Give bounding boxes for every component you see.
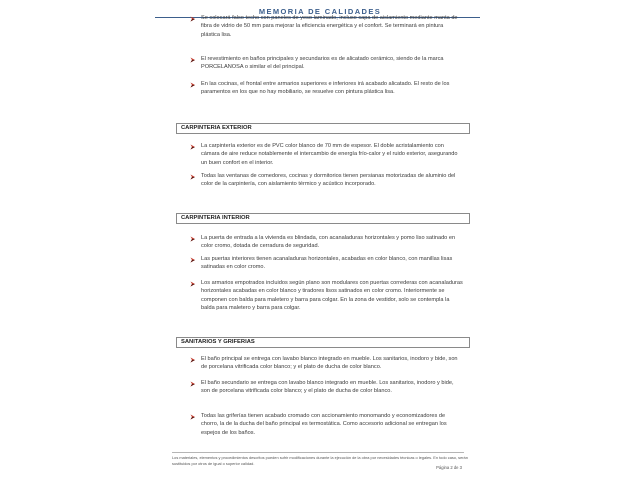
section-heading-box [176,337,470,348]
bullet-paragraph: Los armarios empotrados incluidos según plano son modulares con puertas correderas con acanaladuras horizontales acabadas en color blanco y tiradores lisos satinados en color cromo. Interiormente se componen con balda para maletero y barra para colgar. En la zona de vestidor, solo se contempla la balda para maletero y barra para colgar. [201,280,463,312]
red-arrow-bullet-icon [190,357,196,363]
bullet-paragraph: El baño secundario se entrega con lavabo blanco integrado en mueble. Los sanitarios, inodoro y bide, son de porcelana vitrificada color blanco; y el plato de ducha de color blanco. [201,380,454,395]
red-arrow-bullet-icon [190,257,196,263]
red-arrow-bullet-icon [190,381,196,387]
red-arrow-bullet-icon [190,57,196,63]
bullet-paragraph: Todas las ventanas de comedores, cocinas y dormitorios tienen persianas motorizadas de aluminio del color de la carpintería, con aislamiento térmico y acústico incorporado. [201,173,456,188]
bullet-paragraph: El revestimiento en baños principales y secundarios es de alicatado cerámico, siendo de la marca PORCELANOSA o similar el del principal. [201,56,444,71]
footer-disclaimer: Los materiales, elementos y procedimientos descritos pueden sufrir modificaciones durante la ejecución de la obra por necesidades técnicas o legales. En todo caso, serán sustituidos por otros de igual o superior calidad. [172,455,468,466]
red-arrow-bullet-icon [190,16,196,22]
section-heading: SANITARIOS Y GRIFERIAS [181,339,255,345]
footer-divider [172,452,464,453]
red-arrow-bullet-icon [190,414,196,420]
bullet-paragraph: En las cocinas, el frontal entre armarios superiores e inferiores irá acabado alicatado. El resto de los paramentos en los que no hay mobiliario, se resuelve con pintura plástica lisa. [201,81,450,96]
bullet-paragraph: La puerta de entrada a la vivienda es blindada, con acanaladuras horizontales y pomo liso satinado en color cromo, dotada de cerradura de seguridad. [201,235,456,250]
bullet-paragraph: Las puertas interiores tienen acanaladuras horizontales, acabadas en color blanco, con manillas lisas satinadas en color cromo. [201,256,453,271]
page-number: Página 2 de 3 [436,465,462,470]
red-arrow-bullet-icon [190,174,196,180]
bullet-paragraph: Se colocará falso techo con paneles de yeso laminado, incluso capa de aislamiento mediante manta de fibra de vidrio de 50 mm para mejorar la eficiencia energética y el confort. Se terminará en pintura plástica lisa. [201,15,458,38]
section-heading-box [176,213,470,224]
section-heading: CARPINTERIA INTERIOR [181,215,250,221]
section-heading-box [176,123,470,134]
red-arrow-bullet-icon [190,236,196,242]
bullet-paragraph: Todas las griferías tienen acabado cromado con accionamiento monomando y economizadores de chorro, la de la ducha del baño principal es termostática. Como accesorio adicional se entregan los espejos de los baños. [201,413,447,436]
bullet-paragraph: La carpintería exterior es de PVC color blanco de 70 mm de espesor. El doble acristalamiento con cámara de aire reduce notablemente el intercambio de energía frío-calor y el ruido exterior, asegurando un buen confort en el interior. [201,143,458,166]
bullet-paragraph: El baño principal se entrega con lavabo blanco integrado en mueble. Los sanitarios, inodoro y bide, son de porcelana vitrificada color blanco; y el plato de ducha de color blanco. [201,356,458,371]
section-heading: CARPINTERIA EXTERIOR [181,125,252,131]
document-title: MEMORIA DE CALIDADES [258,7,382,16]
red-arrow-bullet-icon [190,82,196,88]
red-arrow-bullet-icon [190,281,196,287]
red-arrow-bullet-icon [190,144,196,150]
